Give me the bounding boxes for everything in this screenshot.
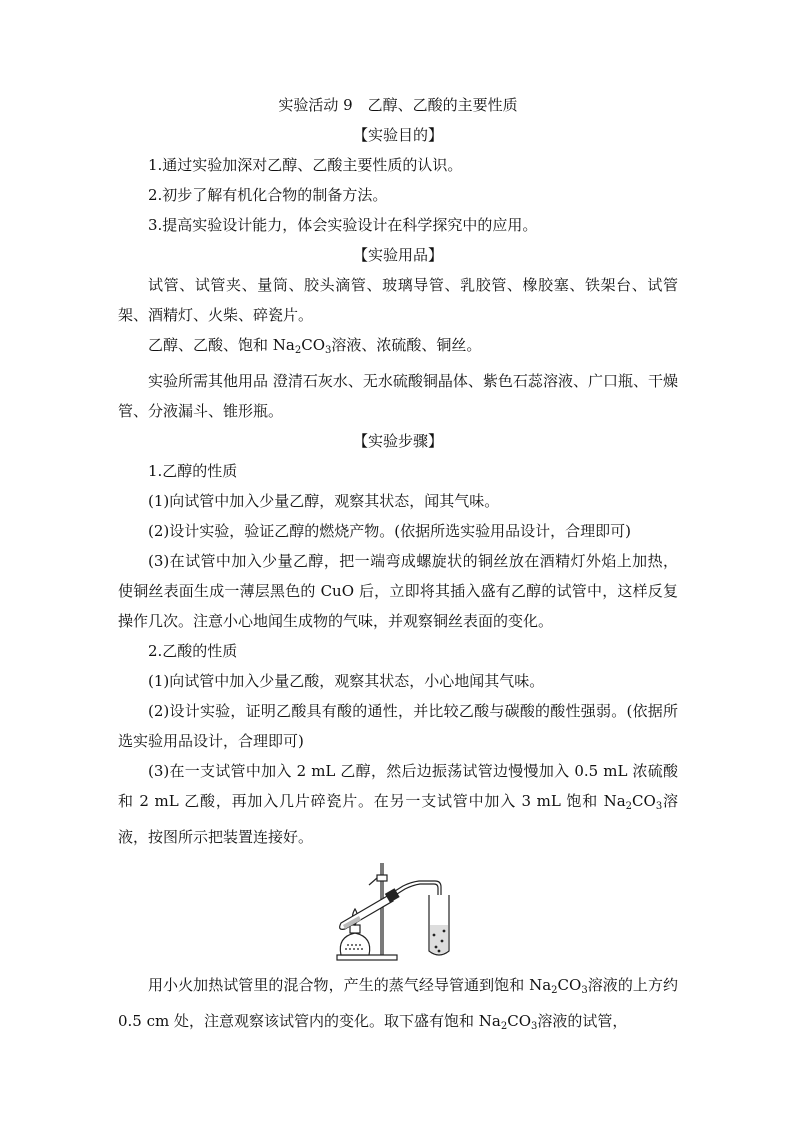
heating-text-b: 溶液的上方约 0.5 cm 处，注意观察该试管内的变化。取下盛有饱和 Na xyxy=(118,976,678,1030)
page-title: 实验活动 9 乙醇、乙酸的主要性质 xyxy=(278,96,518,114)
subscript: 3 xyxy=(655,801,663,812)
materials-other: 实验所需其他用品 澄清石灰水、无水硫酸铜晶体、紫色石蕊溶液、广口瓶、干燥管、分液漏斗、锥形瓶。 xyxy=(118,372,678,420)
ethanol-heading: 1.乙醇的性质 xyxy=(148,462,238,480)
materials-reagents xyxy=(118,330,678,366)
acid-step-2: (2)设计实验，证明乙酸具有酸的通性，并比较乙酸与碳酸的酸性强弱。(依据所选实验用品设计，合理即可) xyxy=(118,702,678,750)
subscript: 3 xyxy=(531,1021,538,1032)
heating-procedure xyxy=(118,970,678,1042)
subscript: 3 xyxy=(325,345,332,356)
formula-text: CO xyxy=(301,336,325,354)
subscript: 2 xyxy=(294,345,302,356)
subscript: 2 xyxy=(500,1021,508,1032)
subscript: 2 xyxy=(551,985,558,996)
acid-step-1: (1)向试管中加入少量乙酸，观察其状态，小心地闻其气味。 xyxy=(148,672,545,690)
receiving-test-tube xyxy=(429,895,449,955)
acid-step-3 xyxy=(118,756,678,852)
heating-text-c: 溶液的试管， xyxy=(537,1012,628,1030)
heating-text-a: 用小火加热试管里的混合物，产生的蒸气经导管通到饱和 Na xyxy=(148,976,552,994)
reaction-test-tube xyxy=(340,889,399,929)
purpose-item-2: 2.初步了解有机化合物的制备方法。 xyxy=(148,186,388,204)
formula-text: CO xyxy=(507,1012,532,1030)
section-heading-purpose: 【实验目的】 xyxy=(352,126,443,144)
reagents-text-b: 溶液、浓硫酸、铜丝。 xyxy=(331,336,482,354)
acid-heading: 2.乙酸的性质 xyxy=(148,642,238,660)
ethanol-step-1: (1)向试管中加入少量乙醇，观察其状态，闻其气味。 xyxy=(148,492,500,510)
acid-step-3-text-b: 溶液，按图所示把装置连接好。 xyxy=(118,792,678,846)
section-heading-steps: 【实验步骤】 xyxy=(352,432,443,450)
materials-apparatus: 试管、试管夹、量筒、胶头滴管、玻璃导管、乳胶管、橡胶塞、铁架台、试管架、酒精灯、火柴、碎瓷片。 xyxy=(118,276,678,324)
document-page xyxy=(118,90,678,1042)
purpose-item-3: 3.提高实验设计能力，体会实验设计在科学探究中的应用。 xyxy=(148,216,538,234)
reagents-text-a: 乙醇、乙酸、饱和 Na xyxy=(148,336,295,354)
subscript: 2 xyxy=(625,801,633,812)
acid-step-3-text-a: (3)在一支试管中加入 2 mL 乙醇，然后边振荡试管边慢慢加入 0.5 mL 浓硫酸和 2 mL 乙酸，再加入几片碎瓷片。在另一支试管中加入 3 mL 饱和 Na xyxy=(118,762,678,810)
apparatus-figure xyxy=(118,852,678,970)
formula-text: CO xyxy=(632,792,656,810)
section-heading-materials: 【实验用品】 xyxy=(352,246,443,264)
esterification-apparatus-diagram xyxy=(323,855,473,967)
subscript: 3 xyxy=(581,985,588,996)
purpose-item-1: 1.通过实验加深对乙醇、乙酸主要性质的认识。 xyxy=(148,156,463,174)
ethanol-step-2: (2)设计实验，验证乙醇的燃烧产物。(依据所选实验用品设计，合理即可) xyxy=(148,522,631,540)
formula-text: CO xyxy=(557,976,582,994)
ethanol-step-3: (3)在试管中加入少量乙醇，把一端弯成螺旋状的铜丝放在酒精灯外焰上加热，使铜丝表面生成一薄层黑色的 CuO 后，立即将其插入盛有乙醇的试管中，这样反复操作几次。注意小心地闻生成物的气味，并观察铜丝表面的变化。 xyxy=(118,552,678,630)
